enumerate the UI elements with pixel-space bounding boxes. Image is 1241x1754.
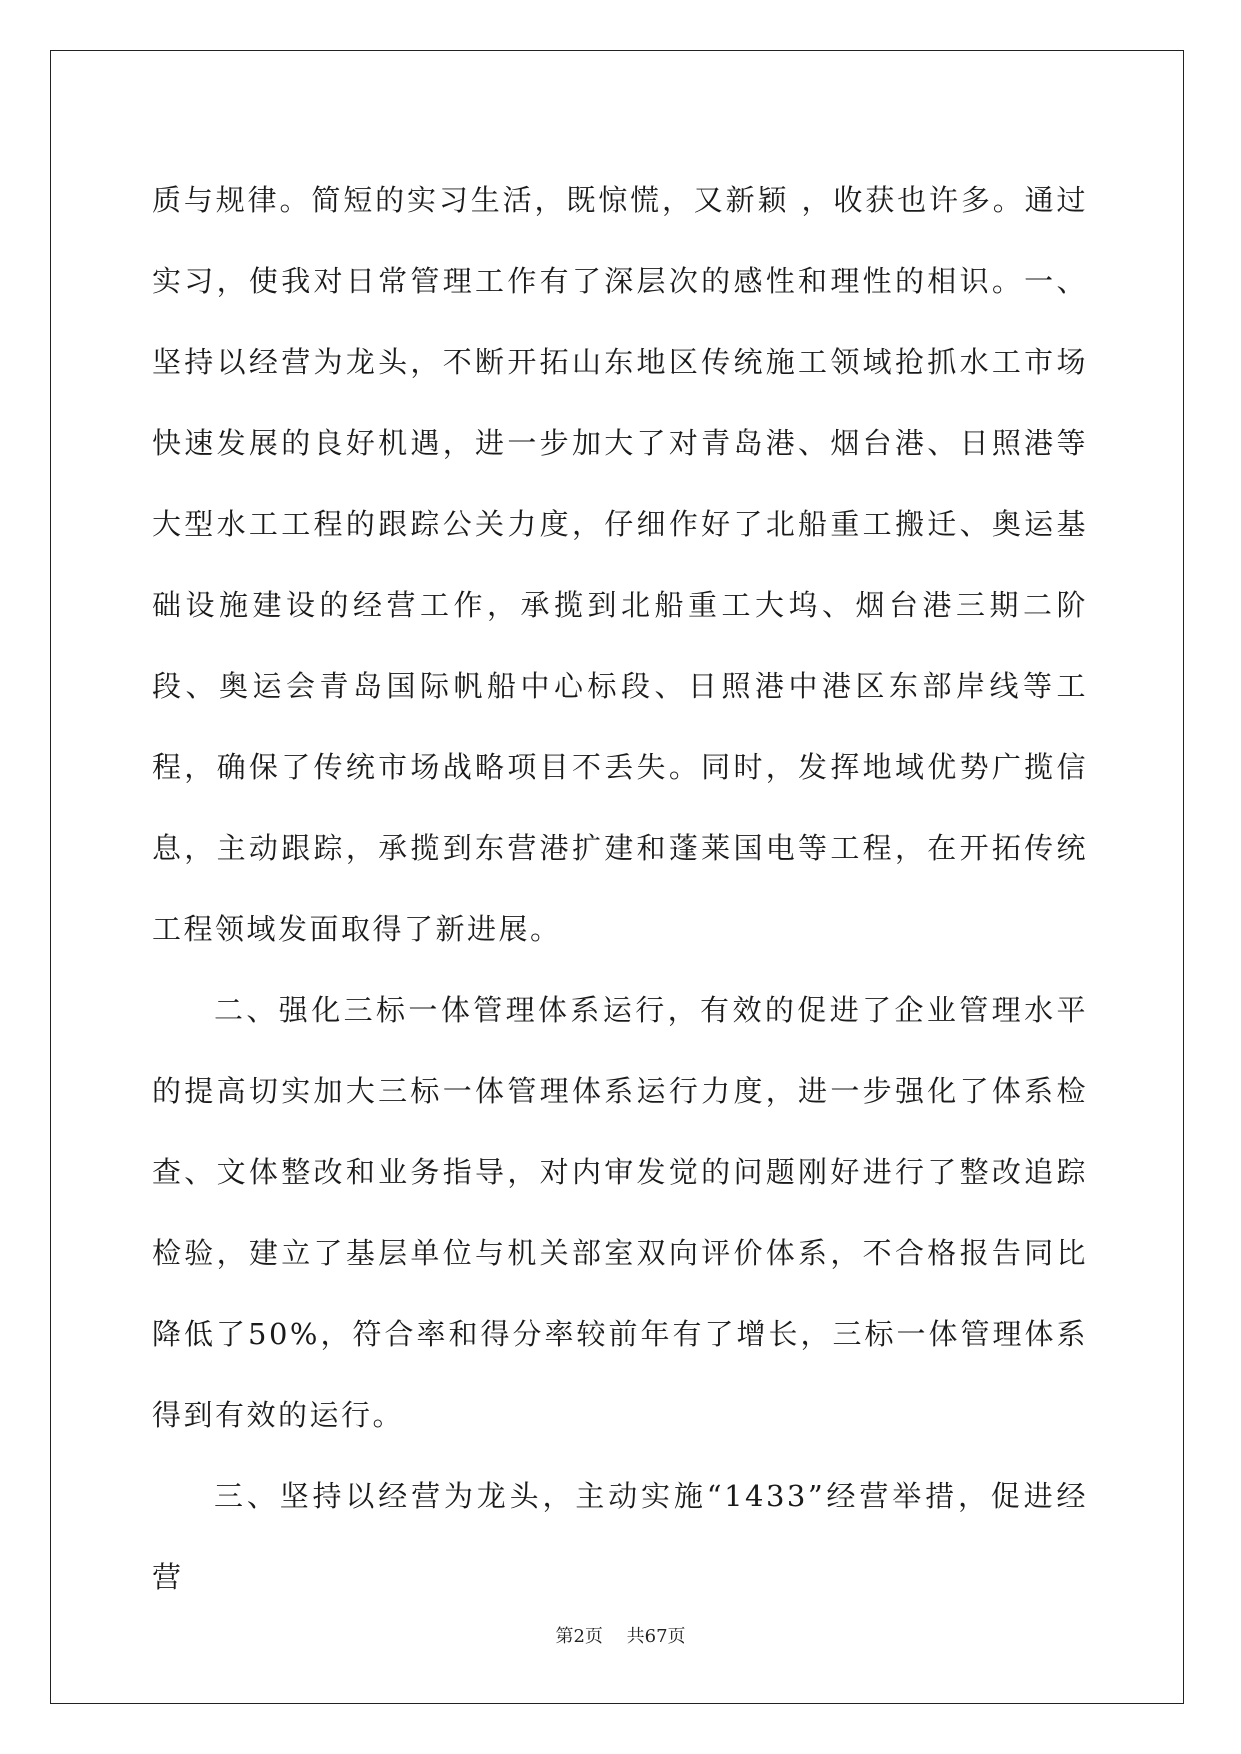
page-total: 共67页 [626, 1626, 686, 1647]
paragraph-3: 三、坚持以经营为龙头，主动实施“1433”经营举措，促进经营 [152, 1479, 1088, 1594]
page-footer [0, 1622, 1241, 1648]
page-number: 第2页 [555, 1626, 603, 1647]
paragraph-1: 质与规律。简短的实习生活，既惊慌，又新颖 ，收获也许多。通过实习，使我对日常管理工作有了深层次的感性和理性的相识。一、坚持以经营为龙头，不断开拓山东地区传统施工领域抢抓水工市场快速发展的良好机遇，进一步加大了对青岛港、烟台港、日照港等大型水工工程的跟踪公关力度，仔细作好了北船重工搬迁、奥运基础设施建设的经营工作，承揽到北船重工大坞、烟台港三期二阶段、奥运会青岛国际帆船中心标段、日照港中港区东部岸线等工程，确保了传统市场战略项目不丢失。同时，发挥地域优势广揽信息，主动跟踪，承揽到东营港扩建和蓬莱国电等工程，在开拓传统工程领域发面取得了新进展。 [152, 183, 1088, 946]
paragraph-2: 二、强化三标一体管理体系运行，有效的促进了企业管理水平的提高切实加大三标一体管理体系运行力度，进一步强化了体系检查、文体整改和业务指导，对内审发觉的问题刚好进行了整改追踪检验，建立了基层单位与机关部室双向评价体系，不合格报告同比降低了50%，符合率和得分率较前年有了增长，三标一体管理体系得到有效的运行。 [152, 993, 1088, 1432]
document-body [152, 160, 1088, 1618]
